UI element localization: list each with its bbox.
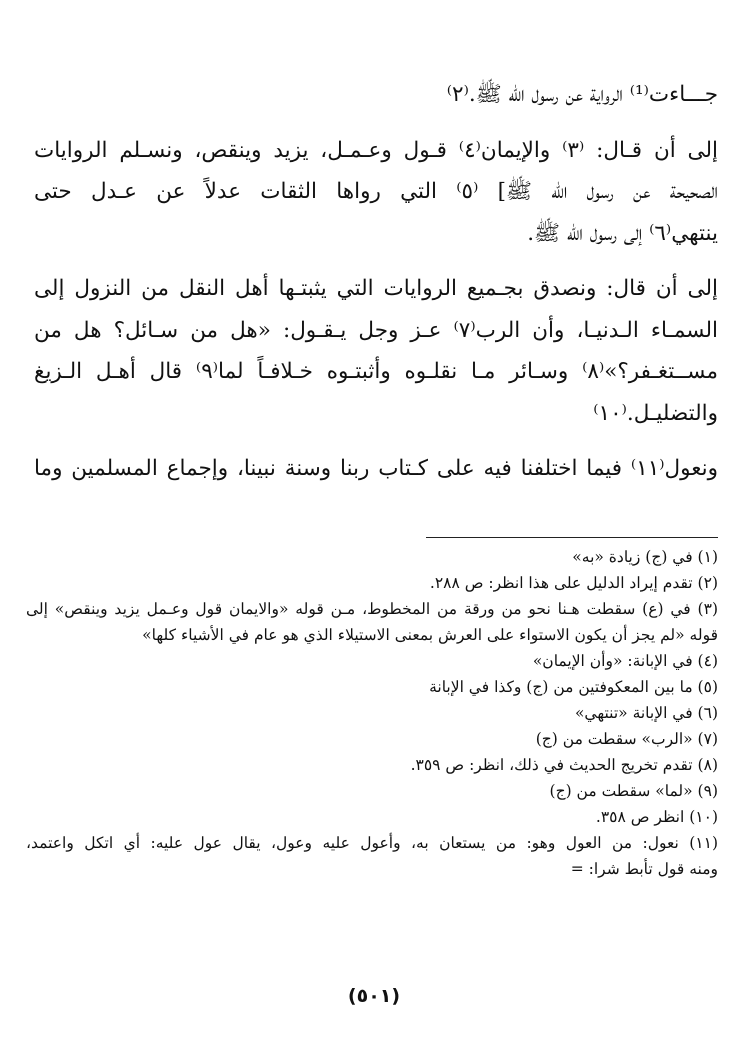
text-line: الصحيحة عن رسول الله ﷺ] ⁽٥⁾ التي رواها الثقات عدلاً عن عـدل حتى [34, 179, 718, 204]
text-line: ونعول⁽١١⁾ فيما اختلفنا فيه على كـتاب ربنا وسنة نبينا، وإجماع المسلمين وما [34, 456, 718, 481]
footnote-11-continued: ومنه قول تأبط شرا: = [570, 860, 718, 878]
footnote-10: (١٠) انظر ص ٣٥٨. [595, 808, 718, 826]
footnote-9: (٩) «لما» سقطت من (ج) [549, 782, 718, 800]
footnote-7: (٧) «الرب» سقطت من (ج) [535, 730, 718, 748]
paragraph [34, 448, 718, 490]
text-line: والتضليـل.⁽١٠⁾ [593, 400, 718, 426]
footnote-2: (٢) تقدم إيراد الدليل على هذا انظر: ص ٢٨٨. [429, 574, 718, 592]
footnote-3: (٣) في (ع) سقطت هـنا نحو من ورقة من المخطوط، مـن قوله «والايمان قول وعـمل يزيد وينقص» إلى [26, 600, 718, 618]
footnote-6: (٦) في الإبانة «تنتهي» [574, 704, 718, 722]
page-number: (٥٠١) [347, 985, 401, 1007]
paragraph [34, 130, 718, 255]
paragraph [34, 268, 718, 434]
footnote-5: (٥) ما بين المعكوفتين من (ج) وكذا في الإبانة [429, 678, 718, 696]
footnote-11: (١١) نعول: من العول وهو: من يستعان به، وأعول عليه وعول، يقال عول عليه: أي اتكل واعتمد، [26, 834, 718, 852]
footnote-3-continued: قوله «لم يجز أن يكون الاستواء على العرش بمعنى الاستيلاء الذي هو عام في الأشياء كلها» [142, 626, 718, 644]
footnote-8: (٨) تقدم تخريج الحديث في ذلك، انظر: ص ٣٥٩. [410, 756, 718, 774]
text-line: ينتهي⁽٦⁾ إلى رسول الله ﷺ. [527, 220, 718, 246]
footnote-separator [426, 537, 718, 538]
text-line: إلى أن قـال: ⁽٣⁾ والإيمان⁽٤⁾ قـول وعـمـل، يزيد وينقص، ونسـلم الروايات [34, 137, 718, 163]
paragraph [34, 74, 718, 116]
main-text [34, 74, 718, 504]
footnote-1: (١) في (ج) زيادة «به» [572, 548, 718, 566]
text-line: السمـاء الـدنيـا، وأن الرب⁽٧⁾ عـز وجل يـقـول: «هل من سـائل؟ هل من [34, 317, 718, 343]
text-line: مســتغـفر؟»⁽٨⁾ وسـائر مـا نقلـوه وأثبتـوه خـلافـاً لما⁽٩⁾ قال أهـل الـزيغ [34, 359, 718, 384]
text-line: جـــاءت⁽¹⁾ الرواية عن رسول الله ﷺ.⁽٢⁾ [446, 82, 718, 107]
text-line: إلى أن قال: ونصدق بجـميع الروايات التي يثبتـها أهل النقل من النزول إلى [34, 276, 718, 301]
footnote-4: (٤) في الإبانة: «وأن الإيمان» [532, 652, 718, 670]
footnotes [26, 544, 718, 882]
